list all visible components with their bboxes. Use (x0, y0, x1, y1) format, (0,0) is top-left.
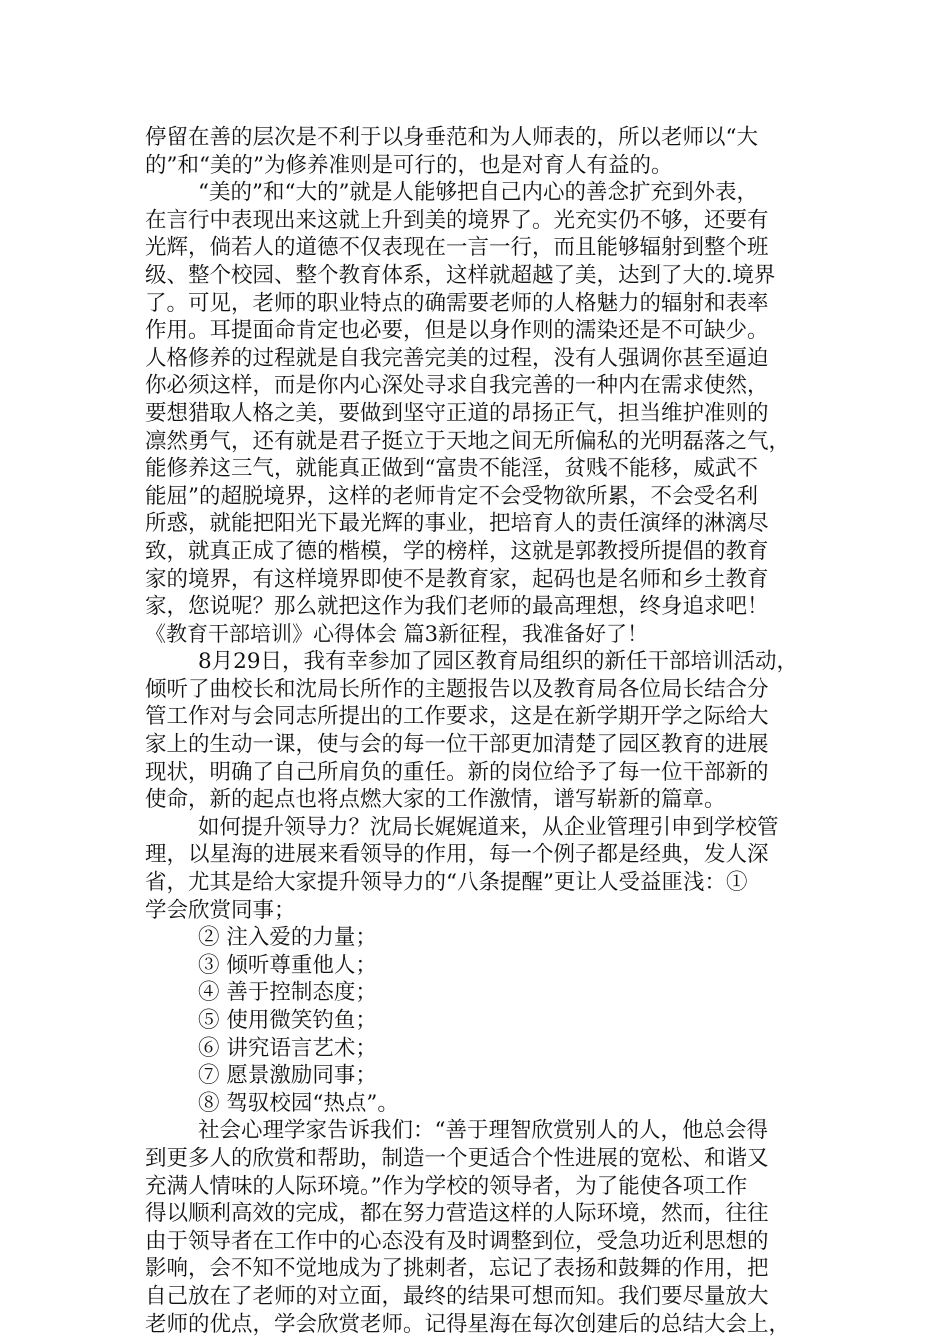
document-page (145, 124, 825, 1338)
text-line: 得以顺利高效的完成，都在努力营造这样的人际环境，然而，往往 (145, 1201, 769, 1227)
text-line: 凛然勇气，还有就是君子挺立于天地之间无所偏私的光明磊落之气， (145, 428, 791, 454)
list-item: ② 注入爱的力量； (198, 925, 377, 951)
text-line: 8月29日，我有幸参加了园区教育局组织的新任干部培训活动， (198, 649, 799, 675)
text-line: 学会欣赏同事； (145, 897, 296, 923)
text-line: 省，尤其是给大家提升领导力的“八条提醒”更让人受益匪浅：① (145, 870, 748, 896)
section-heading: 《教育干部培训》心得体会 篇3新征程，我准备好了！ (145, 621, 649, 646)
text-line: “美的”和“大的”就是人能够把自己内心的善念扩充到外表， (198, 180, 758, 206)
list-item: ④ 善于控制态度； (198, 980, 377, 1006)
text-line: 能屈”的超脱境界，这样的老师肯定不会受物欲所累，不会受名利 (145, 483, 758, 509)
text-line: 家的境界，有这样境界即使不是教育家，起码也是名师和乡土教育 (145, 566, 769, 592)
text-line: 家，您说呢？那么就把这作为我们老师的最高理想，终身追求吧！ (145, 594, 769, 620)
text-line: 家上的生动一课，使与会的每一位干部更加清楚了园区教育的进展 (145, 732, 769, 758)
list-item: ⑦ 愿景激励同事； (198, 1063, 377, 1089)
text-line: 影响，会不知不觉地成为了挑刺者，忘记了表扬和鼓舞的作用，把 (145, 1256, 769, 1282)
text-line: 人格修养的过程就是自我完善完美的过程，没有人强调你甚至逼迫 (145, 345, 769, 371)
list-item: ⑤ 使用微笑钓鱼； (198, 1008, 377, 1033)
text-line: 现状，明确了自己所肩负的重任。新的岗位给予了每一位干部新的 (145, 759, 769, 785)
text-line: 所惑，就能把阳光下最光辉的事业，把培育人的责任演绎的淋漓尽 (145, 511, 769, 537)
list-item: ⑥ 讲究语言艺术； (198, 1035, 377, 1061)
list-item: ⑧ 驾驭校园“热点”。 (198, 1090, 399, 1116)
text-line: 了。可见，老师的职业特点的确需要老师的人格魅力的辐射和表率 (145, 290, 769, 316)
text-line: 光辉，倘若人的道德不仅表现在一言一行，而且能够辐射到整个班 (145, 235, 769, 261)
text-line: 使命，新的起点也将点燃大家的工作激情，谱写崭新的篇章。 (145, 787, 726, 813)
text-line: 理，以星海的进展来看领导的作用，每一个例子都是经典，发人深 (145, 842, 769, 868)
text-line: 充满人情味的人际环境。”作为学校的领导者，为了能使各项工作 (145, 1173, 748, 1199)
text-line: 倾听了曲校长和沈局长所作的主题报告以及教育局各位局长结合分 (145, 676, 769, 702)
text-line: 自己放在了老师的对立面，最终的结果可想而知。我们要尽量放大 (145, 1283, 769, 1309)
text-line: 停留在善的层次是不利于以身垂范和为人师表的，所以老师以“大 (145, 125, 758, 150)
text-line: 要想猎取人格之美，要做到坚守正道的昂扬正气，担当维护准则的 (145, 400, 769, 426)
list-item: ③ 倾听尊重他人； (198, 952, 377, 978)
text-line: 老师的优点，学会欣赏老师。记得星海在每次创建后的总结大会上， (145, 1311, 791, 1337)
text-line: 到更多人的欣赏和帮助，制造一个更适合个性进展的宽松、和谐又 (145, 1145, 769, 1171)
text-line: 如何提升领导力？沈局长娓娓道来，从企业管理引申到学校管 (198, 814, 779, 840)
text-line: 管工作对与会同志所提出的工作要求，这是在新学期开学之际给大 (145, 704, 769, 730)
text-line: 你必须这样，而是你内心深处寻求自我完善的一种内在需求使然， (145, 373, 769, 399)
text-line: 致，就真正成了德的楷模，学的榜样，这就是郭教授所提倡的教育 (145, 538, 769, 564)
text-line: 能修养这三气，就能真正做到“富贵不能淫，贫贱不能移，威武不 (145, 456, 758, 482)
text-line: 社会心理学家告诉我们：“善于理智欣赏别人的人，他总会得 (198, 1118, 768, 1144)
text-line: 在言行中表现出来这就上升到美的境界了。光充实仍不够，还要有 (145, 207, 769, 233)
text-line: 由于领导者在工作中的心态没有及时调整到位，受急功近利思想的 (145, 1228, 769, 1254)
text-line: 作用。耳提面命肯定也必要，但是以身作则的濡染还是不可缺少。 (145, 318, 769, 344)
text-line: 级、整个校园、整个教育体系，这样就超越了美，达到了大的.境界 (145, 262, 776, 288)
text-line: 的”和“美的”为修养准则是可行的，也是对育人有益的。 (145, 152, 673, 178)
